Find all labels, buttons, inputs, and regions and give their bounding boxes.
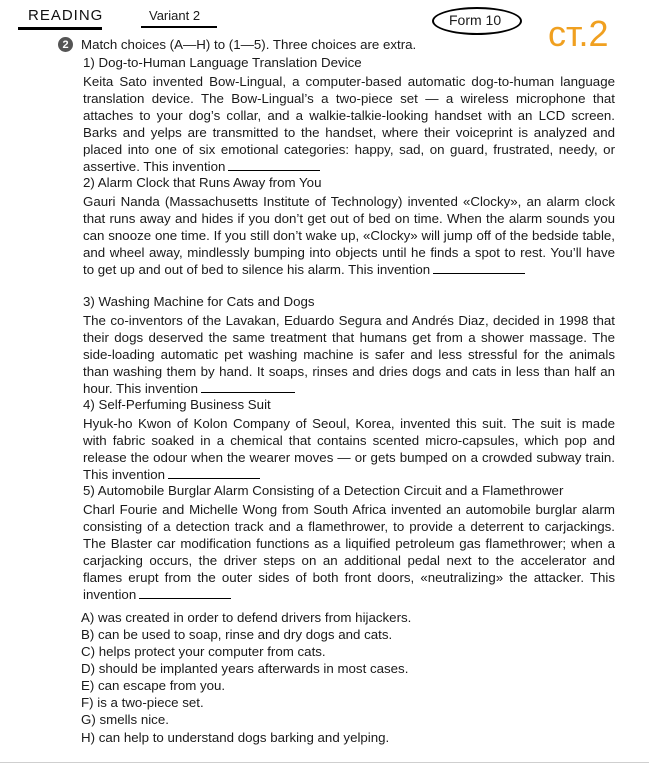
item-1-text: Keita Sato invented Bow-Lingual, a computer-based automatic dog-to-human language translation device. The Bow-Lingual’s a two-piece set — a wireless microphone that attaches to your dog’s collar, and a walkie-talkie-looking handset with an LCD screen. Barks and yelps are transmitted to the handset, where their voiceprint is analyzed and placed into one of six emotional categories: happy, sad, on guard, frustrated, needy, or assertive. This invention [83, 74, 615, 174]
task-number-badge: 2 [58, 37, 73, 52]
item-2-title: 2) Alarm Clock that Runs Away from You [83, 175, 322, 190]
task-instruction: Match choices (A—H) to (1—5). Three choices are extra. [81, 37, 417, 52]
answer-blank-5[interactable] [139, 586, 231, 599]
section-heading: READING [28, 7, 104, 24]
answer-blank-3[interactable] [201, 380, 295, 393]
item-4-title: 4) Self-Perfuming Business Suit [83, 397, 271, 412]
answer-blank-1[interactable] [228, 158, 320, 171]
item-5-text: Charl Fourie and Michelle Wong from South Africa invented an automobile burglar alarm consisting of a detection track and a flamethrower, to provide a deterrent to carjackings. The Blaster car modification functions as a liquified petroleum gas flamethrower; when a carjacking occurs, the driver steps on an additional pedal next to the accelerator and flames erupt from the outer sides of both front doors, «neutralizing» the attacker. This invention [83, 502, 615, 602]
item-5-title: 5) Automobile Burglar Alarm Consisting of a Detection Circuit and a Flamethrower [83, 483, 564, 498]
section-heading-underline [18, 27, 102, 30]
choice-h: H) can help to understand dogs barking and yelping. [81, 730, 390, 745]
choice-a: A) was created in order to defend drivers from hijackers. [81, 610, 412, 625]
choice-g: G) smells nice. [81, 712, 169, 727]
choice-f: F) is a two-piece set. [81, 695, 204, 710]
item-2-text: Gauri Nanda (Massachusetts Institute of Technology) invented «Clocky», an alarm clock that runs away and hides if you don’t get out of bed on time. When the alarm sounds you can snooze one time. If you still don’t wake up, «Clocky» will jump off of the bedside table, and wheel away, mindlessly bumping into objects until he finds a spot to rest. You’ll have to get up and out of bed to silence his alarm. This invention [83, 194, 615, 277]
form-label: Form 10 [449, 12, 502, 28]
choice-c: C) helps protect your computer from cats. [81, 644, 326, 659]
item-3-title: 3) Washing Machine for Cats and Dogs [83, 294, 315, 309]
handwritten-page-mark: ст.2 [548, 13, 609, 54]
choice-d: D) should be implanted years afterwards in most cases. [81, 661, 409, 676]
variant-underline [141, 26, 217, 28]
choice-b: B) can be used to soap, rinse and dry dogs and cats. [81, 627, 393, 642]
item-1-title: 1) Dog-to-Human Language Translation Device [83, 55, 362, 70]
answer-blank-4[interactable] [168, 466, 260, 479]
item-3-text: The co-inventors of the Lavakan, Eduardo Segura and Andrés Diaz, decided in 1998 that their dogs deserved the same treatment that humans get from a shower massage. The side-loading automatic pet washing machine is safer and less stressful for the animals than washing them by hand. It soaps, rinses and dries dogs and cats in less than half an hour. This invention [83, 313, 615, 396]
answer-blank-2[interactable] [433, 261, 525, 274]
choice-e: E) can escape from you. [81, 678, 226, 693]
variant-label: Variant 2 [149, 8, 201, 23]
item-4-text: Hyuk-ho Kwon of Kolon Company of Seoul, Korea, invented this suit. The suit is made with fabric soaked in a chemical that contains scented micro-capsules, which pop and release the odour when the wearer moves — or gets bumped on a crowded subway train. This invention [83, 416, 615, 482]
page-bottom-divider [0, 762, 649, 763]
